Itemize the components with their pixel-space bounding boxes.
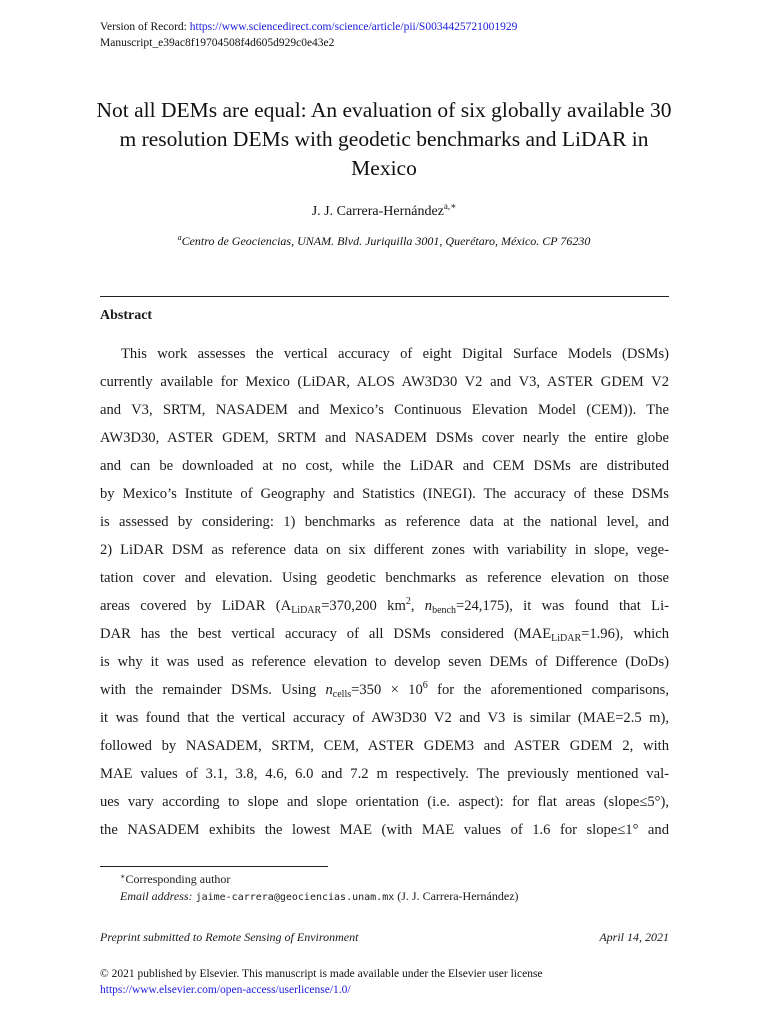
corresponding-label: Corresponding author [125, 872, 231, 886]
subscript: bench [432, 605, 456, 616]
abstract-line: tation cover and elevation. Using geodetic benchmarks as reference elevation on those [100, 570, 669, 586]
abstract-body [100, 340, 669, 844]
affiliation-mark: a [177, 233, 182, 242]
abstract-line: and can be downloaded at no cost, while the LiDAR and CEM DSMs are distributed [100, 458, 669, 474]
section-divider [100, 296, 669, 297]
copyright-text: © 2021 published by Elsevier. This manuscript is made available under the Elsevier user license [100, 968, 543, 980]
abstract-line: and V3, SRTM, NASADEM and Mexico’s Continuous Elevation Model (CEM)). The [100, 402, 669, 418]
subscript: LiDAR [291, 605, 322, 616]
author-mark: a,∗ [443, 201, 457, 211]
italic-var: n [325, 682, 333, 698]
version-link[interactable]: https://www.sciencedirect.com/science/article/pii/S0034425721001929 [189, 21, 518, 33]
email-note [120, 888, 519, 906]
abstract-line: currently available for Mexico (LiDAR, ALOS AW3D30 V2 and V3, ASTER GDEM V2 [100, 374, 669, 390]
abstract-line: This work assesses the vertical accuracy of eight Digital Surface Models (DSMs) [121, 346, 669, 362]
manuscript-id: Manuscript_e39ac8f19704508f4d605d929c0e43e2 [100, 37, 335, 49]
affiliation-text: Centro de Geociencias, UNAM. Blvd. Juriquilla 3001, Querétaro, México. CP 76230 [181, 234, 591, 248]
email-label: Email address: [120, 889, 193, 903]
subscript: cells [332, 689, 352, 700]
line-text: areas covered by LiDAR (A [100, 598, 292, 614]
abstract-line: ues vary according to slope and slope orientation (i.e. aspect): for flat areas (slope≤5°), [100, 794, 669, 810]
abstract-line: it was found that the vertical accuracy of AW3D30 V2 and V3 is similar (MAE=2.5 m), [100, 710, 669, 726]
footnote-divider [100, 866, 328, 867]
author-line [0, 201, 768, 220]
line-text: =350 × 10 [351, 682, 423, 698]
version-header [100, 19, 517, 51]
license-link[interactable]: https://www.elsevier.com/open-access/userlicense/1.0/ [100, 984, 351, 996]
affiliation [0, 233, 768, 249]
line-text: =24,175), it was found that Li- [455, 598, 669, 614]
abstract-line: followed by NASADEM, SRTM, CEM, ASTER GDEM3 and ASTER GDEM 2, with [100, 738, 669, 754]
paper-title: Not all DEMs are equal: An evaluation of six globally available 30 m resolution DEMs with geodetic benchmarks and LiDAR in Mexico [96, 98, 672, 180]
corresponding-author-note [120, 868, 519, 888]
version-label: Version of Record: [100, 21, 190, 33]
line-text: , [410, 598, 425, 614]
abstract-heading: Abstract [100, 308, 153, 323]
abstract-line [100, 620, 669, 648]
abstract-line: is assessed by considering: 1) benchmarks as reference data at the national level, and [100, 514, 669, 530]
abstract-line: 2) LiDAR DSM as reference data on six different zones with variability in slope, vege- [100, 542, 669, 558]
superscript: 2 [405, 596, 411, 607]
line-text: =1.96), which [581, 626, 669, 642]
italic-var: n [424, 598, 433, 614]
email-owner: (J. J. Carrera-Hernández) [394, 889, 519, 903]
abstract-line [100, 676, 669, 704]
line-text: for the aforementioned comparisons, [427, 682, 669, 698]
author-name: J. J. Carrera-Hernández [311, 204, 444, 219]
line-text: =370,200 km [321, 598, 406, 614]
superscript: 6 [422, 680, 428, 691]
preprint-note: Preprint submitted to Remote Sensing of Environment [100, 930, 359, 944]
line-text: DAR has the best vertical accuracy of all DSMs considered (MAE [100, 626, 552, 642]
preprint-date: April 14, 2021 [599, 930, 669, 944]
abstract-line [100, 592, 669, 620]
email-address[interactable]: jaime-carrera@geociencias.unam.mx [195, 892, 395, 903]
copyright-notice [100, 966, 543, 998]
footnote-mark: ∗ [120, 872, 126, 881]
abstract-line: MAE values of 3.1, 3.8, 4.6, 6.0 and 7.2 m respectively. The previously mentioned val- [100, 766, 669, 782]
footnote [100, 868, 519, 906]
abstract-line: is why it was used as reference elevation to develop seven DEMs of Difference (DoDs) [100, 654, 669, 670]
version-of-record [100, 19, 517, 35]
subscript: LiDAR [551, 633, 582, 644]
abstract-line: by Mexico’s Institute of Geography and Statistics (INEGI). The accuracy of these DSMs [100, 486, 669, 502]
abstract-line: the NASADEM exhibits the lowest MAE (with MAE values of 1.6 for slope≤1° and [100, 822, 669, 838]
line-text: with the remainder DSMs. Using [100, 682, 326, 698]
abstract-line: AW3D30, ASTER GDEM, SRTM and NASADEM DSMs cover nearly the entire globe [100, 430, 669, 446]
